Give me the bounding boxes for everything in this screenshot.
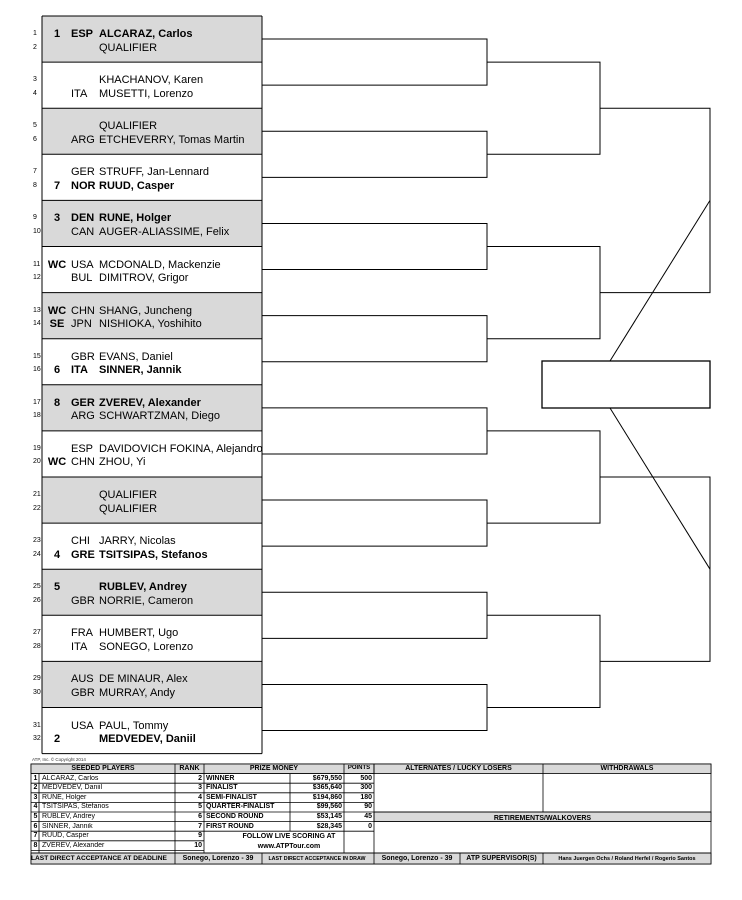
- withdrawals-header: WITHDRAWALS: [600, 765, 654, 772]
- ranking-points: 45: [364, 813, 372, 820]
- ranking-points: 90: [364, 803, 372, 811]
- line-number: 13: [33, 306, 41, 314]
- supervisor-label: ATP SUPERVISOR(S): [466, 855, 537, 862]
- line-number: 1: [33, 30, 37, 37]
- country-code: ESP: [71, 28, 94, 40]
- seed-number: 3: [33, 793, 38, 801]
- prize-round: SECOND ROUND: [206, 813, 264, 820]
- prize-money: $194,860: [312, 793, 342, 801]
- quarterfinal-connector: [487, 62, 600, 154]
- country-code: JPN: [71, 318, 92, 331]
- seeded-player-rank: 3: [198, 784, 202, 792]
- player-name: NISHIOKA, Yoshihito: [99, 318, 202, 331]
- lda-deadline-value: Sonego, Lorenzo - 39: [182, 855, 254, 862]
- player-name: MUSETTI, Lorenzo: [99, 87, 194, 100]
- line-number: 25: [33, 583, 41, 591]
- line-number: 18: [33, 412, 41, 420]
- country-code: ITA: [71, 87, 88, 100]
- semifinal-connector: [600, 108, 710, 292]
- player-name: QUALIFIER: [99, 489, 158, 501]
- country-code: CHN: [71, 456, 95, 469]
- player-name: SHANG, Juncheng: [99, 304, 192, 317]
- seed-number: 2: [33, 784, 38, 792]
- supervisor-value: Hans Juergen Ochs / Roland Herfel / Rogerio Santos: [558, 856, 696, 862]
- country-code: GER: [71, 396, 95, 409]
- ranking-points: 500: [360, 774, 372, 782]
- player-name: EVANS, Daniel: [99, 350, 173, 363]
- country-code: GBR: [71, 686, 95, 699]
- country-code: ITA: [71, 640, 88, 653]
- player-name: ETCHEVERRY, Tomas Martin: [99, 133, 245, 146]
- player-name: ALCARAZ, Carlos: [99, 28, 193, 40]
- seeded-player-rank: 9: [198, 832, 202, 840]
- seed-number: 1: [33, 774, 38, 782]
- rank-header: RANK: [179, 765, 200, 772]
- prize-money: $679,550: [312, 774, 342, 782]
- player-name: STRUFF, Jan-Lennard: [99, 166, 210, 179]
- line-number: 6: [33, 135, 37, 143]
- copyright: ATP, Inc. © Copyright 2014: [32, 757, 86, 762]
- seeded-player-rank: 4: [198, 793, 202, 801]
- country-code: CAN: [71, 225, 95, 238]
- line-number: 10: [33, 227, 41, 235]
- country-code: GBR: [71, 350, 95, 363]
- seed-number: 7: [33, 832, 38, 840]
- country-code: ARG: [71, 133, 95, 146]
- player-name: MURRAY, Andy: [99, 686, 176, 699]
- line-number: 22: [33, 504, 41, 512]
- seed-label: WC: [47, 456, 67, 469]
- country-code: USA: [71, 258, 94, 271]
- lda-draw-value: Sonego, Lorenzo - 39: [381, 855, 453, 862]
- country-code: ARG: [71, 410, 95, 423]
- country-code: USA: [71, 719, 94, 732]
- player-name: SINNER, Jannik: [99, 364, 182, 377]
- seed-label: SE: [49, 318, 65, 331]
- country-code: GBR: [71, 594, 95, 607]
- player-name: AUGER-ALIASSIME, Felix: [99, 225, 230, 238]
- round2-connector: [262, 592, 487, 638]
- line-number: 20: [33, 458, 41, 466]
- round2-connector: [262, 316, 487, 362]
- seed-number: 5: [33, 813, 38, 820]
- ranking-points: 300: [360, 784, 372, 792]
- champion-box: [542, 361, 710, 408]
- player-name: MEDVEDEV, Daniil: [99, 733, 196, 745]
- line-number: 16: [33, 366, 41, 374]
- seeded-player-name: RUNE, Holger: [42, 793, 87, 801]
- line-number: 19: [33, 444, 41, 452]
- country-code: GRE: [71, 548, 95, 561]
- line-number: 31: [33, 721, 41, 729]
- final-connector: [610, 408, 710, 569]
- seed-label: WC: [47, 304, 67, 317]
- player-name: ZVEREV, Alexander: [99, 396, 201, 409]
- seed-label: WC: [47, 258, 67, 271]
- line-number: 2: [33, 43, 37, 51]
- line-number: 9: [33, 214, 37, 222]
- line-number: 32: [33, 735, 41, 742]
- seeded-player-name: RUBLEV, Andrey: [42, 813, 96, 820]
- line-number: 30: [33, 688, 41, 696]
- prize-money: $28,345: [316, 822, 342, 830]
- ranking-points: 0: [368, 822, 372, 830]
- player-name: TSITSIPAS, Stefanos: [99, 548, 208, 561]
- seeded-player-rank: 7: [198, 822, 202, 830]
- quarterfinal-connector: [487, 247, 600, 339]
- seeded-players-header: SEEDED PLAYERS: [71, 765, 135, 772]
- seeded-player-name: ALCARAZ, Carlos: [42, 774, 99, 782]
- seeded-player-rank: 6: [198, 813, 202, 820]
- player-name: KHACHANOV, Karen: [99, 74, 204, 87]
- prize-round: FIRST ROUND: [206, 822, 254, 830]
- alternates-header: ALTERNATES / LUCKY LOSERS: [405, 765, 512, 772]
- country-code: DEN: [71, 212, 95, 225]
- seed-label: 4: [53, 548, 61, 561]
- player-name: QUALIFIER: [99, 120, 158, 133]
- line-number: 5: [33, 122, 37, 130]
- player-name: PAUL, Tommy: [99, 719, 169, 732]
- seeded-player-name: SINNER, Jannik: [42, 822, 93, 830]
- line-number: 15: [33, 352, 41, 360]
- player-name: RUNE, Holger: [99, 212, 172, 225]
- line-number: 29: [33, 675, 41, 683]
- seed-number: 4: [33, 803, 38, 811]
- player-name: MCDONALD, Mackenzie: [99, 258, 221, 271]
- prize-money: $99,560: [316, 803, 342, 811]
- ranking-points: 180: [360, 793, 372, 801]
- line-number: 26: [33, 596, 41, 604]
- line-number: 23: [33, 537, 41, 545]
- seed-label: 6: [53, 364, 61, 377]
- player-name: ZHOU, Yi: [99, 456, 146, 469]
- player-name: DE MINAUR, Alex: [99, 673, 188, 686]
- country-code: BUL: [71, 272, 93, 284]
- prize-round: FINALIST: [206, 784, 238, 792]
- player-name: DIMITROV, Grigor: [99, 272, 189, 284]
- player-name: QUALIFIER: [99, 502, 158, 515]
- country-code: ITA: [71, 364, 88, 377]
- country-code: FRA: [71, 627, 93, 640]
- seeded-player-rank: 5: [198, 803, 202, 811]
- seeded-player-rank: 2: [198, 774, 202, 782]
- seed-number: 6: [33, 822, 38, 830]
- line-number: 14: [33, 320, 41, 328]
- player-name: RUBLEV, Andrey: [99, 581, 187, 594]
- player-name: NORRIE, Cameron: [99, 594, 194, 607]
- country-code: CHN: [71, 304, 95, 317]
- lda-draw-label: LAST DIRECT ACCEPTANCE IN DRAW: [268, 856, 366, 862]
- live-scoring-url: www.ATPTour.com: [257, 843, 321, 850]
- seed-label: 2: [53, 733, 61, 745]
- quarterfinal-connector: [487, 431, 600, 523]
- seed-label: 3: [53, 212, 61, 225]
- line-number: 27: [33, 629, 41, 637]
- prize-money: $365,640: [312, 784, 342, 792]
- line-number: 17: [33, 398, 41, 406]
- player-name: SCHWARTZMAN, Diego: [99, 410, 221, 423]
- seed-label: 5: [53, 581, 61, 594]
- line-number: 28: [33, 642, 41, 650]
- country-code: AUS: [71, 673, 94, 686]
- prize-round: WINNER: [206, 774, 235, 782]
- seed-label: 8: [53, 396, 61, 409]
- round2-connector: [262, 223, 487, 269]
- player-name: RUUD, Casper: [99, 179, 175, 192]
- seed-number: 8: [33, 841, 38, 849]
- seeded-player-rank: 10: [194, 841, 202, 849]
- country-code: ESP: [71, 442, 94, 455]
- prize-money: $53,145: [316, 813, 342, 820]
- quarterfinal-connector: [487, 615, 600, 707]
- seeded-player-name: ZVEREV, Alexander: [42, 841, 105, 849]
- country-code: CHI: [71, 535, 90, 548]
- line-number: 21: [33, 491, 41, 498]
- seed-label: 7: [53, 179, 61, 192]
- player-name: DAVIDOVICH FOKINA, Alejandro: [99, 442, 263, 455]
- line-number: 24: [33, 550, 41, 558]
- player-name: HUMBERT, Ugo: [99, 627, 179, 640]
- round2-connector: [262, 500, 487, 546]
- points-header: POINTS: [347, 765, 371, 771]
- retirements-header: RETIREMENTS/WALKOVERS: [493, 815, 592, 822]
- prize-round: SEMI-FINALIST: [206, 793, 257, 801]
- lda-deadline-label: LAST DIRECT ACCEPTANCE AT DEADLINE: [31, 855, 167, 862]
- line-number: 11: [33, 260, 41, 268]
- seed-label: 1: [53, 28, 61, 40]
- seeded-player-name: TSITSIPAS, Stefanos: [42, 803, 109, 811]
- line-number: 12: [33, 274, 41, 281]
- line-number: 4: [33, 89, 37, 97]
- player-name: JARRY, Nicolas: [99, 535, 176, 548]
- line-number: 7: [33, 168, 37, 176]
- country-code: NOR: [71, 179, 96, 192]
- final-connector: [610, 200, 710, 361]
- player-name: QUALIFIER: [99, 41, 158, 54]
- player-name: SONEGO, Lorenzo: [99, 640, 194, 653]
- round2-connector: [262, 39, 487, 85]
- line-number: 8: [33, 181, 37, 189]
- live-scoring-label: FOLLOW LIVE SCORING AT: [242, 833, 336, 840]
- prize-money-header: PRIZE MONEY: [249, 765, 299, 772]
- round2-connector: [262, 684, 487, 730]
- semifinal-connector: [600, 477, 710, 661]
- country-code: GER: [71, 166, 95, 179]
- seeded-player-name: MEDVEDEV, Daniil: [42, 784, 103, 792]
- round2-connector: [262, 131, 487, 177]
- line-number: 3: [33, 76, 37, 84]
- round2-connector: [262, 408, 487, 454]
- prize-round: QUARTER-FINALIST: [206, 803, 275, 811]
- seeded-player-name: RUUD, Casper: [42, 832, 89, 840]
